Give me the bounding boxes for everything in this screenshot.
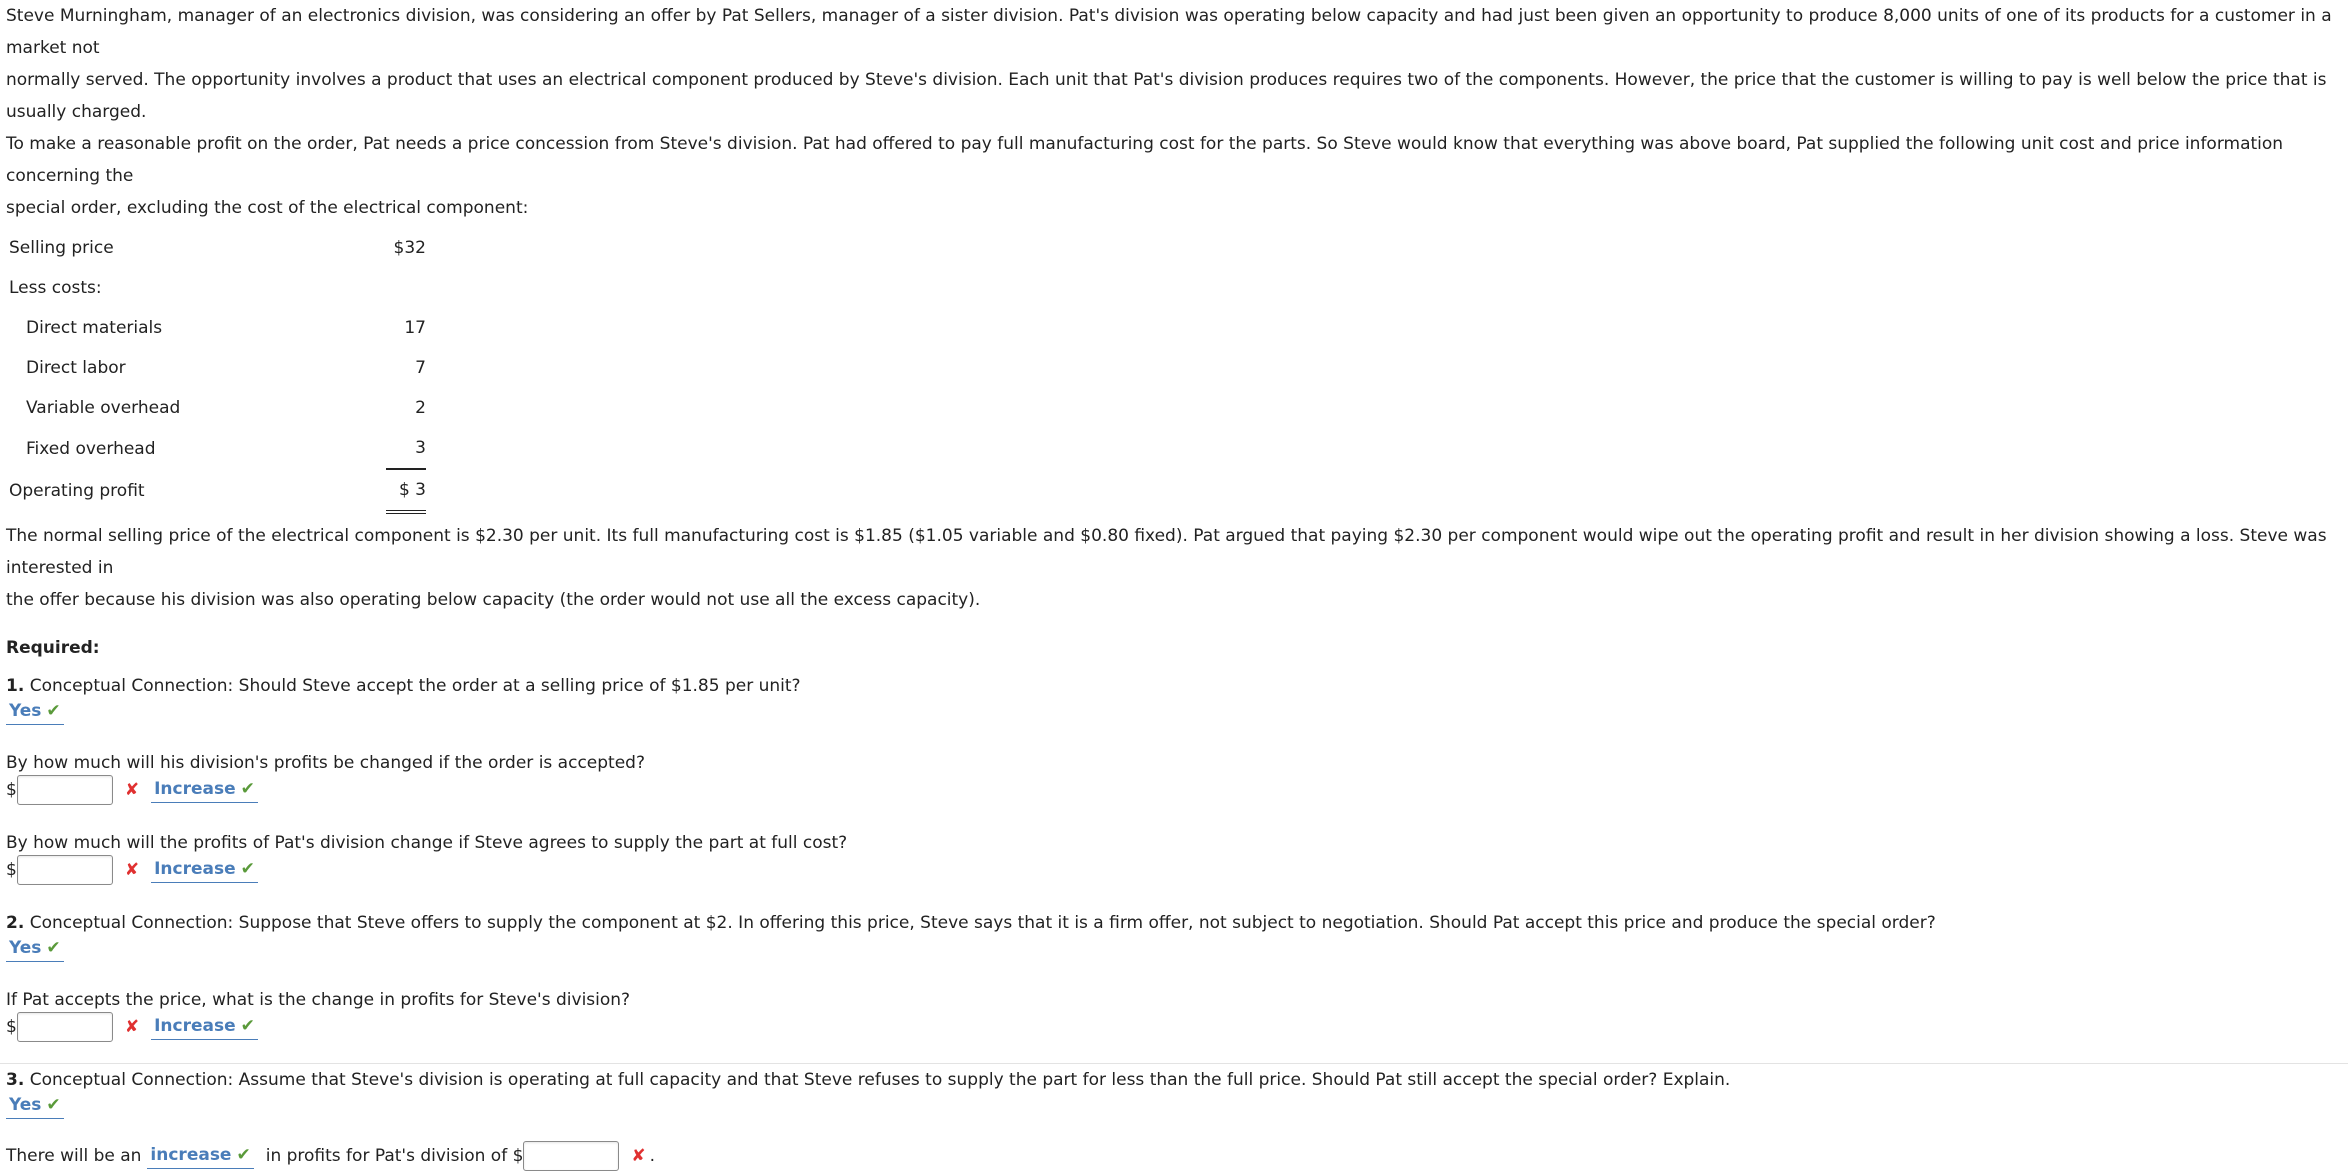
required-heading: Required: [6, 638, 100, 658]
dollar-sign: $ [6, 1017, 17, 1037]
profit-change-input[interactable] [17, 1012, 113, 1042]
sentence-period: . [649, 1146, 656, 1166]
check-icon: ✔ [236, 1144, 251, 1165]
dollar-sign: $ [6, 780, 17, 800]
check-icon: ✔ [46, 938, 61, 958]
dropdown-value: increase [150, 1144, 232, 1165]
direction-dropdown[interactable] [151, 1015, 258, 1040]
less-costs-label: Less costs: [9, 278, 102, 298]
profit-change-input[interactable] [17, 855, 113, 885]
question-number: 2. [6, 913, 25, 933]
cross-icon: ✘ [631, 1146, 646, 1166]
table-row [9, 268, 426, 308]
table-row [9, 228, 426, 268]
question-3 [6, 1070, 2342, 1119]
question-text: Conceptual Connection: Suppose that Steve offers to supply the component at $2. In offering this price, Steve says that it is a firm offer, not subject to negotiation. Should Pat accept this price and produce the special order? [29, 913, 1936, 933]
fixed-overhead-label: Fixed overhead [26, 438, 156, 459]
dropdown-value: Increase [154, 1015, 236, 1036]
check-icon: ✔ [240, 778, 255, 799]
q1-answer-dropdown[interactable] [6, 700, 64, 725]
operating-profit-value: $ 3 [386, 469, 426, 512]
table-row [9, 348, 426, 388]
direct-labor-label: Direct labor [26, 358, 126, 378]
question-text: If Pat accepts the price, what is the change in profits for Steve's division? [6, 990, 631, 1010]
dropdown-value: Yes [9, 701, 42, 721]
check-icon: ✔ [240, 1015, 255, 1036]
intro-line: special order, excluding the cost of the electrical component: [6, 198, 529, 218]
variable-overhead-value: 2 [415, 398, 426, 418]
sentence-text: There will be an [6, 1146, 142, 1166]
cross-icon: ✘ [124, 1017, 140, 1037]
cost-table [9, 228, 426, 514]
intro-paragraph [6, 0, 2342, 224]
intro-line: normally served. The opportunity involves a product that uses an electrical component produced by Steve's division. Each unit that Pat's division produces requires two of the components. However, the price that the customer is willing to pay is well below the price that is usually charged. [6, 70, 2327, 122]
question-text: Conceptual Connection: Should Steve accept the order at a selling price of $1.85 per unit? [29, 676, 801, 696]
question-1 [6, 676, 2342, 725]
q2-answer-dropdown[interactable] [6, 937, 64, 962]
direction-dropdown[interactable] [147, 1144, 253, 1169]
q3-answer-dropdown[interactable] [6, 1094, 64, 1119]
selling-price-value: $32 [393, 238, 426, 258]
dropdown-value: Increase [154, 858, 236, 879]
question-text: Conceptual Connection: Assume that Steve's division is operating at full capacity and that Steve refuses to supply the part for less than the full price. Should Pat still accept the special order? Explain. [29, 1070, 1731, 1090]
cross-icon: ✘ [124, 780, 140, 800]
check-icon: ✔ [46, 1095, 61, 1115]
sentence-text: in profits for Pat's division of $ [265, 1146, 524, 1166]
dropdown-value: Yes [9, 938, 42, 958]
table-row [9, 469, 426, 512]
direct-materials-value: 17 [404, 318, 426, 338]
check-icon: ✔ [46, 701, 61, 721]
intro-line: Steve Murningham, manager of an electronics division, was considering an offer by Pat Sellers, manager of a sister division. Pat's division was operating below capacity and had just been given an opportunity to produce 8,000 units of one of its products for a customer in a market not [6, 6, 2332, 58]
question-2 [6, 913, 2342, 962]
direct-materials-label: Direct materials [26, 318, 163, 338]
question-3-sentence [6, 1141, 2342, 1171]
intro-line: To make a reasonable profit on the order, Pat needs a price concession from Steve's division. Pat had offered to pay full manufacturing cost for the parts. So Steve would know that everything was above board, Pat supplied the following unit cost and price information concerning the [6, 134, 2284, 186]
cross-icon: ✘ [124, 860, 140, 880]
selling-price-label: Selling price [9, 238, 114, 258]
table-row [9, 428, 426, 469]
question-number: 1. [6, 676, 25, 696]
question-text: By how much will the profits of Pat's division change if Steve agrees to supply the part at full cost? [6, 833, 848, 853]
question-1-part-b [6, 833, 2342, 885]
dollar-sign: $ [6, 860, 17, 880]
fixed-overhead-value: 3 [386, 428, 426, 469]
question-text: By how much will his division's profits be changed if the order is accepted? [6, 753, 645, 773]
divider [0, 1063, 2348, 1064]
table-row [9, 308, 426, 348]
question-1-part-a [6, 753, 2342, 805]
direct-labor-value: 7 [415, 358, 426, 378]
direction-dropdown[interactable] [151, 858, 258, 883]
context-line: The normal selling price of the electrical component is $2.30 per unit. Its full manufacturing cost is $1.85 ($1.05 variable and $0.80 fixed). Pat argued that paying $2.30 per component would wipe out the operating profit and result in her division showing a loss. Steve was interested in [6, 526, 2327, 578]
profit-change-input[interactable] [17, 775, 113, 805]
question-2-part-a [6, 990, 2342, 1042]
question-number: 3. [6, 1070, 25, 1090]
check-icon: ✔ [240, 858, 255, 879]
operating-profit-label: Operating profit [9, 480, 145, 501]
direction-dropdown[interactable] [151, 778, 258, 803]
dropdown-value: Increase [154, 778, 236, 799]
context-paragraph [6, 520, 2342, 616]
table-row [9, 388, 426, 428]
context-line: the offer because his division was also operating below capacity (the order would not use all the excess capacity). [6, 590, 981, 610]
dropdown-value: Yes [9, 1095, 42, 1115]
profit-amount-input[interactable] [523, 1141, 619, 1171]
variable-overhead-label: Variable overhead [26, 398, 181, 418]
